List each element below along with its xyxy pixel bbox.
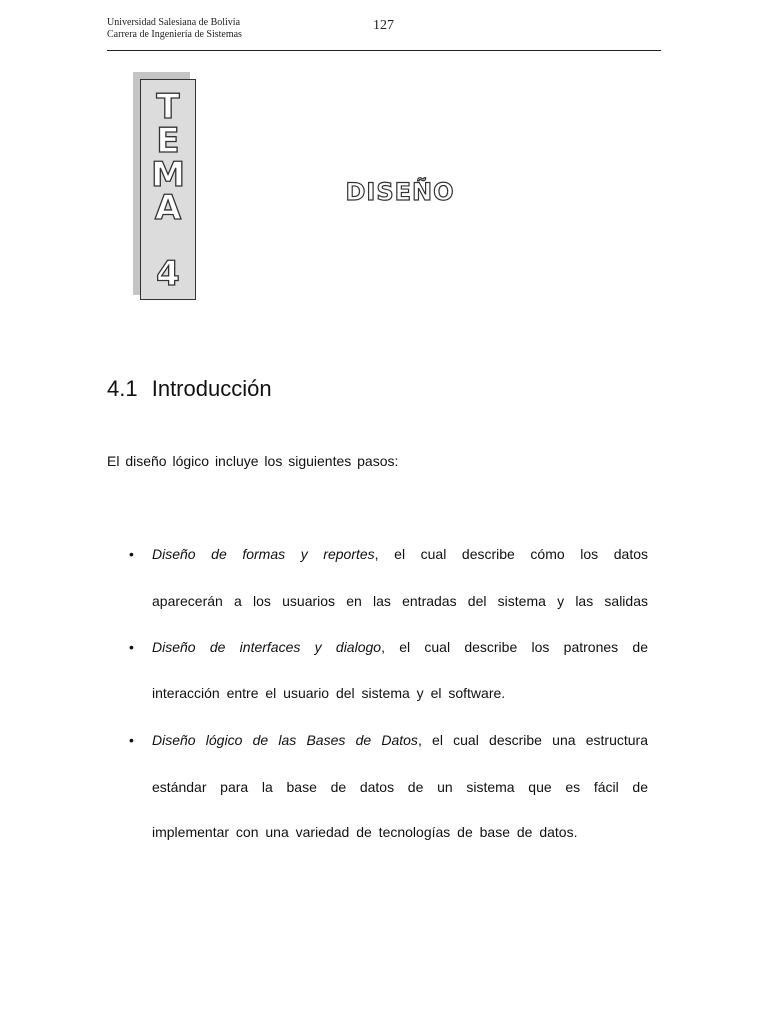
bullet-3-term: Diseño lógico de las Bases de Datos [152,732,418,748]
bullet-3-line-3: implementar con una variedad de tecnologías de base de datos. [152,824,578,840]
bullet-1-term: Diseño de formas y reportes [152,546,375,562]
bullet-marker: • [129,546,134,562]
bullet-1-line-1 [152,545,648,563]
section-title: Introducción [151,376,272,401]
tema-letter-e: E [156,121,180,161]
intro-paragraph: El diseño lógico incluye los siguientes pasos: [107,453,399,469]
program-name: Carrera de Ingeniería de Sistemas [107,29,242,40]
tema-number: 4 [156,254,180,294]
bullet-3-line-2: estándar para la base de datos de un sistema que es fácil de [152,779,648,795]
bullet-marker: • [129,639,134,655]
bullet-1-line-2: aparecerán a los usuarios en las entradas del sistema y las salidas [152,593,648,609]
tema-letter-a: A [154,188,182,228]
bullet-2-line-1 [152,638,648,656]
bullet-3-text-1: , el cual describe una estructura [417,732,648,748]
page-number: 127 [373,18,394,33]
section-number: 4.1 [107,376,138,401]
bullet-3-line-1 [152,731,648,749]
bullet-2-text-1: , el cual describe los patrones de [381,639,648,655]
chapter-title: DISEÑO [345,178,455,206]
bullet-2-term: Diseño de interfaces y dialogo [152,639,382,655]
tema-letter-t: T [156,87,180,127]
bullet-2-line-2: interacción entre el usuario del sistema y el software. [152,685,506,701]
tema-letter-m: M [151,155,185,195]
bullet-1-text-1: , el cual describe cómo los datos [374,546,648,562]
institution-name: Universidad Salesiana de Bolivia [107,17,241,28]
bullet-marker: • [129,732,134,748]
